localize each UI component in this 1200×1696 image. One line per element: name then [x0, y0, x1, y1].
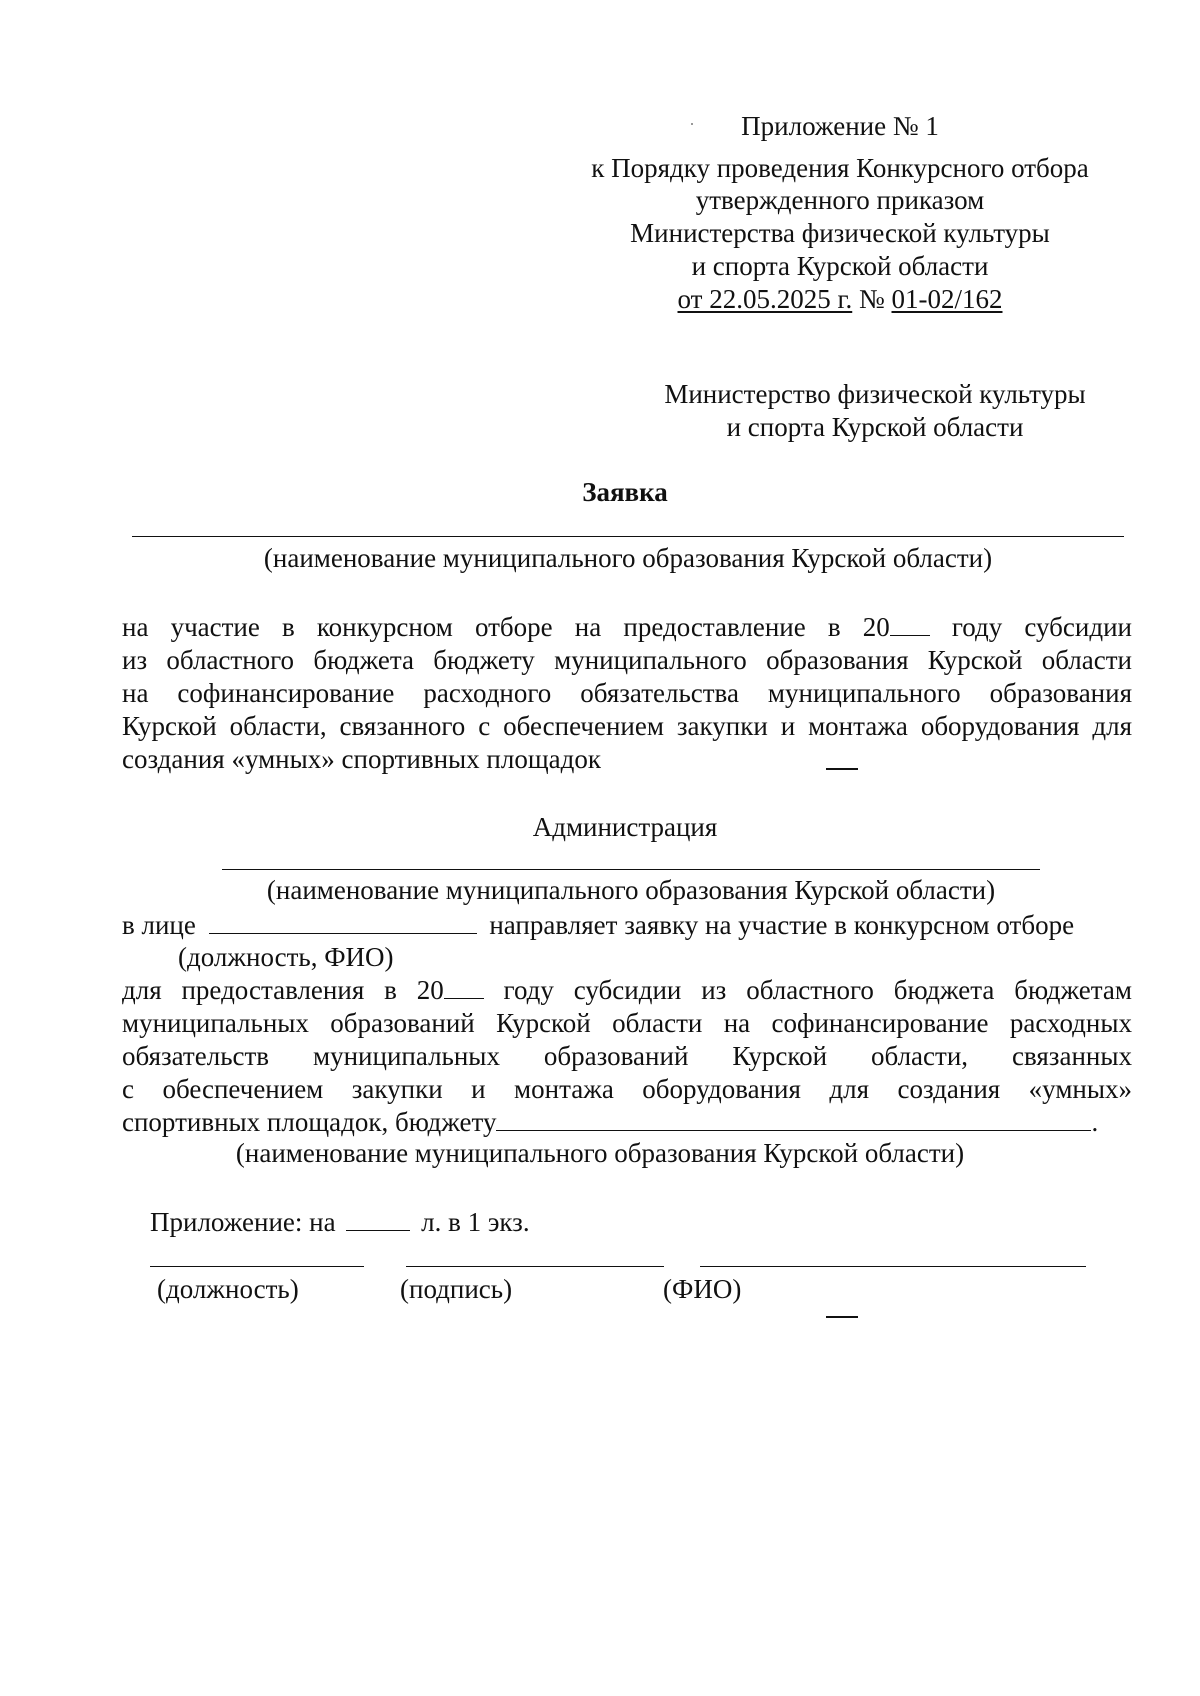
addressee-line-2: и спорта Курской области	[726, 412, 1024, 442]
p1-text-a: на участие в конкурсном отборе на предоставление в 20	[122, 612, 890, 642]
p2-text-b: году субсидии из областного бюджета бюджетам	[483, 975, 1132, 1005]
administration-title: Администрация	[532, 812, 718, 842]
document-heading: Заявка	[582, 477, 668, 507]
attachment-suffix: л. в 1 экз.	[421, 1207, 530, 1237]
addressee-line-1: Министерство физической культуры	[664, 379, 1086, 409]
in-person-prefix: в лице	[122, 910, 196, 940]
municipality-caption-1: (наименование муниципального образования Курской области)	[263, 543, 993, 573]
paragraph-2-line-2: муниципальных образований Курской области на софинансирование расходных	[122, 1008, 1132, 1038]
p2-period: .	[1091, 1107, 1099, 1137]
appendix-line-3: Министерства физической культуры	[630, 218, 1050, 248]
paragraph-2-line-1	[122, 974, 1132, 1007]
appendix-number: 01-02/162	[891, 284, 1003, 314]
full-name-caption: (ФИО)	[663, 1274, 742, 1304]
appendix-line-4: и спорта Курской области	[691, 251, 989, 281]
paragraph-1-line-1	[122, 611, 1132, 644]
municipality-caption-3: (наименование муниципального образования Курской области)	[235, 1138, 965, 1168]
appendix-date: от 22.05.2025 г.	[677, 284, 853, 314]
appendix-lines	[540, 152, 1140, 316]
signature-caption: (подпись)	[400, 1274, 513, 1304]
paragraph-1-line-3: на софинансирование расходного обязательства муниципального образования	[122, 678, 1132, 708]
position-caption: (должность)	[157, 1274, 299, 1304]
paragraph-1	[122, 611, 1132, 776]
appendix-line-2: утвержденного приказом	[695, 185, 985, 215]
paragraph-2-line-3: обязательств муниципальных образований Курской области, связанных	[122, 1041, 1132, 1071]
appendix-block	[540, 110, 1140, 143]
year-blank-1[interactable]	[890, 613, 930, 636]
sheet-count-blank[interactable]	[346, 1208, 410, 1231]
appendix-line-1: к Порядку проведения Конкурсного отбора	[591, 153, 1089, 183]
municipality-caption-2: (наименование муниципального образования Курской области)	[266, 875, 996, 905]
scan-dash-2	[826, 1316, 858, 1318]
municipality-line-1	[132, 536, 1124, 537]
paragraph-1-line-4: Курской области, связанного с обеспечением закупки и монтажа оборудования для	[122, 711, 1132, 741]
paragraph-1-line-2: из областного бюджета бюджету муниципального образования Курской области	[122, 645, 1132, 675]
official-name-blank[interactable]	[209, 911, 477, 934]
municipality-line-2	[222, 869, 1040, 870]
attachment-prefix: Приложение: на	[150, 1207, 336, 1237]
paragraph-2-line-5	[122, 1106, 1132, 1139]
position-line[interactable]	[150, 1266, 364, 1267]
appendix-number-sign: №	[858, 284, 885, 314]
p2-text-a: для предоставления в 20	[122, 975, 444, 1005]
appendix-title: Приложение № 1	[741, 111, 939, 141]
p2-text-l5: спортивных площадок, бюджету	[122, 1107, 497, 1137]
paragraph-1-line-5: создания «умных» спортивных площадок	[122, 744, 601, 774]
budget-municipality-blank[interactable]	[496, 1108, 1091, 1131]
p1-text-b: году субсидии	[929, 612, 1132, 642]
paragraph-2-line-4: с обеспечением закупки и монтажа оборудования для создания «умных»	[122, 1074, 1132, 1104]
in-person-line	[122, 909, 1132, 942]
paragraph-2	[122, 974, 1132, 1139]
signature-line[interactable]	[406, 1266, 664, 1267]
scan-dash-1	[826, 768, 858, 770]
year-blank-2[interactable]	[444, 976, 484, 999]
appendix-date-line	[540, 283, 1140, 316]
in-person-caption: (должность, ФИО)	[178, 942, 394, 972]
in-person-suffix: направляет заявку на участие в конкурсном отборе	[489, 910, 1075, 940]
full-name-line[interactable]	[700, 1266, 1086, 1267]
addressee-block	[620, 378, 1130, 444]
attachment-line	[150, 1206, 530, 1239]
